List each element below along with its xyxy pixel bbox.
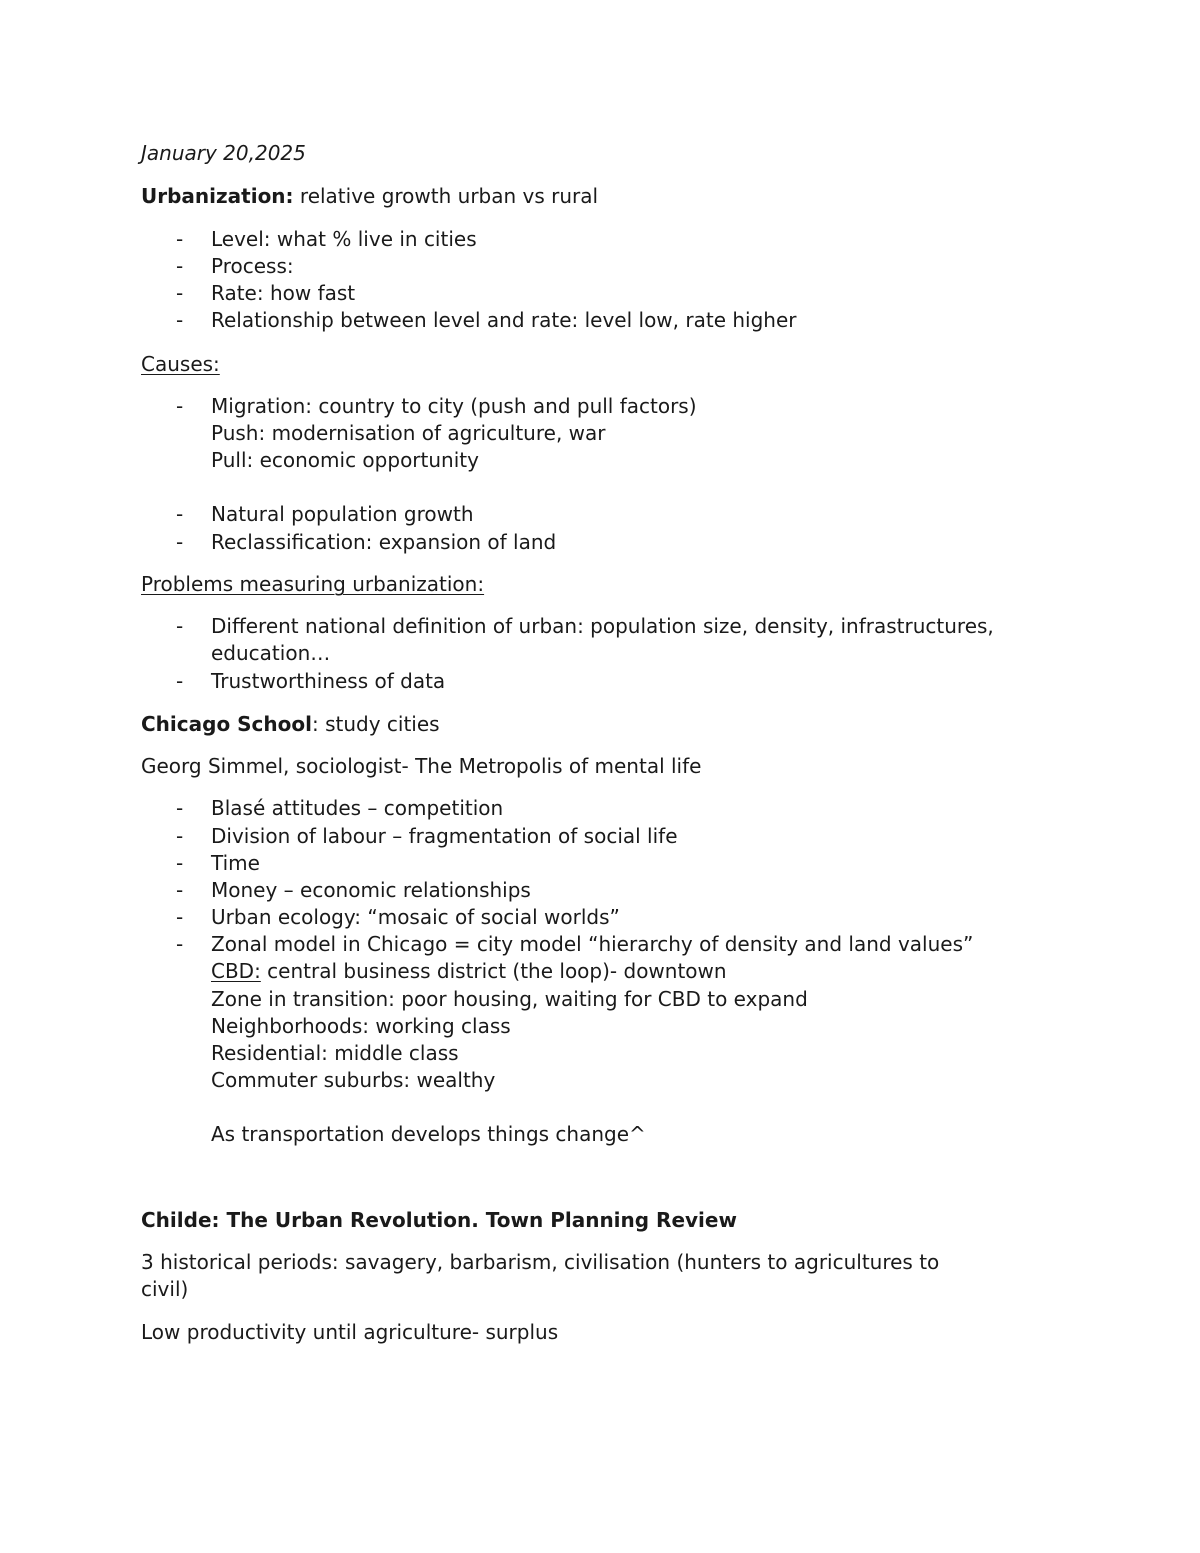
bullet-dash: - xyxy=(176,669,184,693)
bullet-dash: - xyxy=(176,227,184,251)
bullet-dash: - xyxy=(176,281,184,305)
cbd-label: CBD: xyxy=(211,959,261,983)
zone-line: Zone in transition: poor housing, waiting for CBD to expand xyxy=(211,987,808,1011)
childe-heading: Childe: The Urban Revolution. Town Planning Review xyxy=(141,1208,737,1232)
bullet-dash: - xyxy=(176,308,184,332)
cbd-text: central business district (the loop)- downtown xyxy=(260,959,727,983)
bullet-dash: - xyxy=(176,530,184,554)
bullet-dash: - xyxy=(176,796,184,820)
list-item: Migration: country to city (push and pull factors) xyxy=(211,394,697,418)
list-item: Zonal model in Chicago = city model “hierarchy of density and land values” xyxy=(211,932,974,956)
periods-line-1: 3 historical periods: savagery, barbarism, civilisation (hunters to agricultures to xyxy=(141,1250,940,1274)
list-item-continuation: education… xyxy=(211,641,331,665)
cbd-line xyxy=(211,958,727,984)
bullet-dash: - xyxy=(176,851,184,875)
periods-line-2: civil) xyxy=(141,1277,189,1301)
push-factors: Push: modernisation of agriculture, war xyxy=(211,421,606,445)
list-item: Division of labour – fragmentation of social life xyxy=(211,824,678,848)
urbanization-definition: relative growth urban vs rural xyxy=(293,184,599,208)
list-item: Different national definition of urban: population size, density, infrastructures, xyxy=(211,614,994,638)
chicago-school-heading: Chicago School xyxy=(141,712,312,736)
bullet-dash: - xyxy=(176,932,184,956)
bullet-dash: - xyxy=(176,614,184,638)
pull-factors: Pull: economic opportunity xyxy=(211,448,479,472)
simmel-line: Georg Simmel, sociologist- The Metropolis of mental life xyxy=(141,754,702,778)
bullet-dash: - xyxy=(176,905,184,929)
problems-heading: Problems measuring urbanization: xyxy=(141,572,485,596)
causes-heading: Causes: xyxy=(141,352,220,376)
bullet-dash: - xyxy=(176,502,184,526)
bullet-dash: - xyxy=(176,878,184,902)
zone-line: Neighborhoods: working class xyxy=(211,1014,511,1038)
list-item: Relationship between level and rate: level low, rate higher xyxy=(211,308,797,332)
productivity-line: Low productivity until agriculture- surplus xyxy=(141,1320,559,1344)
list-item: Trustworthiness of data xyxy=(211,669,446,693)
date-heading: January 20,2025 xyxy=(141,141,306,165)
zone-line: Residential: middle class xyxy=(211,1041,459,1065)
list-item: Time xyxy=(211,851,260,875)
list-item: Natural population growth xyxy=(211,502,474,526)
list-item: Urban ecology: “mosaic of social worlds” xyxy=(211,905,620,929)
transport-note: As transportation develops things change^ xyxy=(211,1122,646,1146)
list-item: Process: xyxy=(211,254,294,278)
chicago-school-text: : study cities xyxy=(311,712,440,736)
bullet-dash: - xyxy=(176,254,184,278)
list-item: Money – economic relationships xyxy=(211,878,531,902)
chicago-school-line xyxy=(141,711,440,737)
urbanization-line xyxy=(141,183,598,209)
urbanization-heading: Urbanization: xyxy=(141,184,294,208)
zone-line: Commuter suburbs: wealthy xyxy=(211,1068,496,1092)
bullet-dash: - xyxy=(176,394,184,418)
bullet-dash: - xyxy=(176,824,184,848)
list-item: Rate: how fast xyxy=(211,281,356,305)
list-item: Blasé attitudes – competition xyxy=(211,796,504,820)
list-item: Reclassification: expansion of land xyxy=(211,530,557,554)
list-item: Level: what % live in cities xyxy=(211,227,477,251)
